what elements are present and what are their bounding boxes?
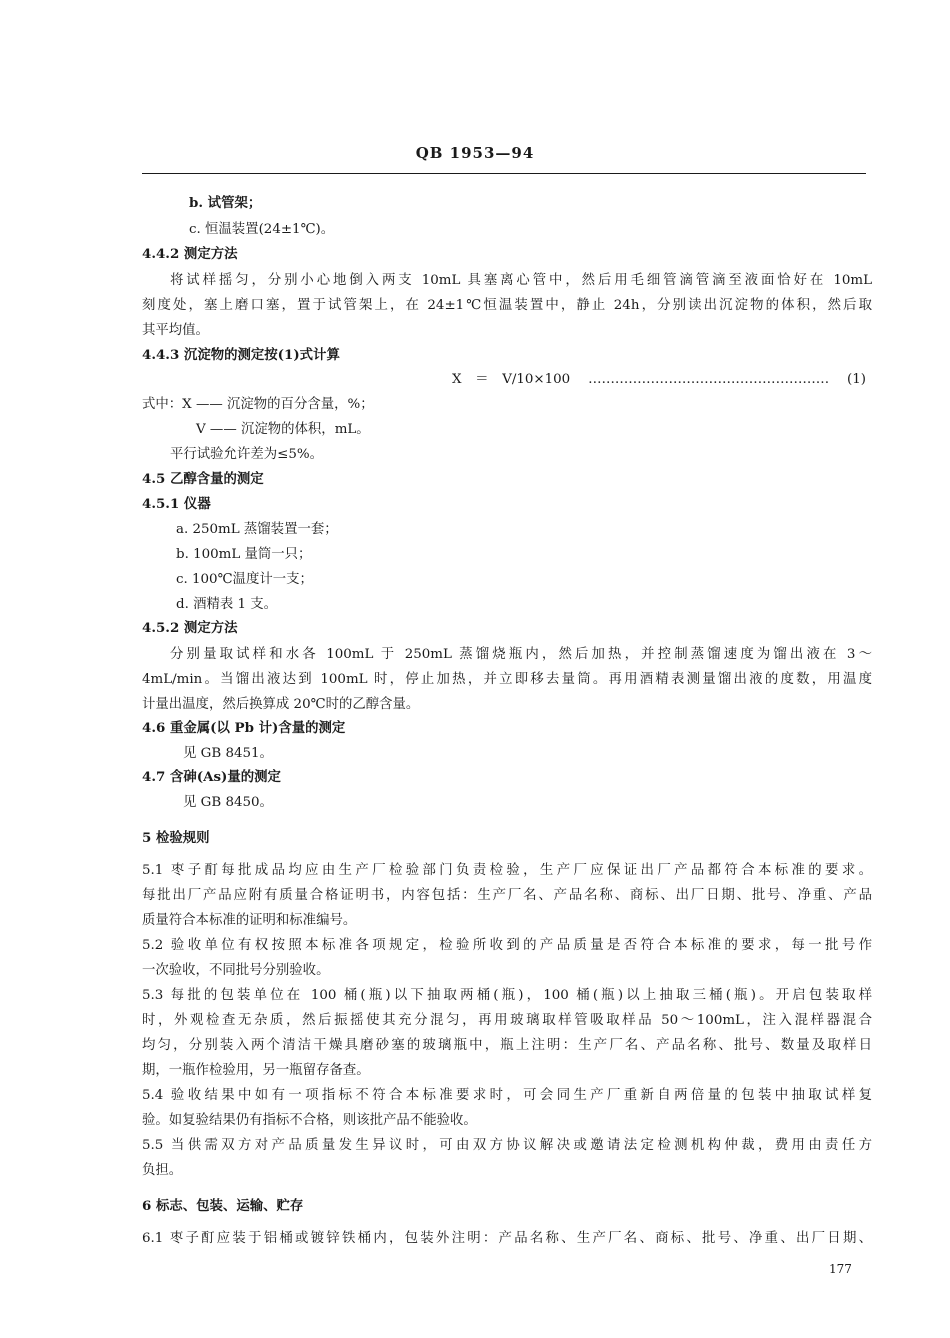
- text-line-l23: 见 GB 8451。: [183, 746, 273, 761]
- text-line-l04: 将试样摇匀，分别小心地倒入两支 10mL 具塞离心管中，然后用毛细管滴管滴至液面恰好在 10mL: [170, 273, 872, 288]
- text-line-l07: 4.4.3 沉淀物的测定按(1)式计算: [142, 347, 340, 363]
- text-line-l05: 刻度处，塞上磨口塞，置于试管架上，在 24±1℃恒温装置中，静止 24h，分别读出沉淀物的体积，然后取: [142, 298, 872, 313]
- text-line-l17: d. 酒精表 1 支。: [176, 597, 278, 612]
- text-line-l16: c. 100℃温度计一支；: [176, 572, 313, 587]
- text-line-l25: 见 GB 8450。: [183, 795, 273, 810]
- text-line-l32: 5.3 每批的包装单位在 100 桶(瓶)以下抽取两桶(瓶)，100 桶(瓶)以上抽取三桶(瓶)。开启包装取样: [142, 988, 872, 1003]
- text-line-l18: 4.5.2 测定方法: [142, 620, 238, 636]
- text-line-l14: a. 250mL 蒸馏装置一套；: [176, 522, 338, 537]
- text-line-l39: 负担。: [142, 1163, 183, 1178]
- text-line-l36: 5.4 验收结果中如有一项指标不符合本标准要求时，可会同生产厂重新自两倍量的包装中抽取试样复: [142, 1088, 872, 1103]
- text-line-l26: 5 检验规则: [142, 830, 210, 846]
- text-line-l13: 4.5.1 仪器: [142, 496, 211, 512]
- text-line-l31: 一次验收，不同批号分别验收。: [142, 963, 330, 978]
- text-line-l27: 5.1 枣子酊每批成品均应由生产厂检验部门负责检验，生产厂应保证出厂产品都符合本标准的要求。: [142, 863, 872, 878]
- text-line-l33: 时，外观检查无杂质，然后振摇使其充分混匀，再用玻璃取样管吸取样品 50～100mL，注入混样器混合: [142, 1013, 872, 1028]
- text-line-l41: 6.1 枣子酊应装于铝桶或镀锌铁桶内，包装外注明：产品名称、生产厂名、商标、批号、净重、出厂日期、: [142, 1231, 872, 1246]
- text-line-l34: 均匀，分别装入两个清洁干燥具磨砂塞的玻璃瓶中，瓶上注明：生产厂名、产品名称、批号、数量及取样日: [142, 1038, 872, 1053]
- text-line-l38: 5.5 当供需双方对产品质量发生异议时，可由双方协议解决或邀请法定检测机构仲裁，费用由责任方: [142, 1138, 872, 1153]
- text-line-l03: 4.4.2 测定方法: [142, 246, 238, 262]
- text-line-l20: 4mL/min。当馏出液达到 100mL 时，停止加热，并立即移去量筒。再用酒精表测量馏出液的度数，用温度: [142, 672, 872, 687]
- text-line-l19: 分别量取试样和水各 100mL 于 250mL 蒸馏烧瓶内，然后加热，并控制蒸馏速度为馏出液在 3～: [170, 647, 872, 662]
- text-line-l10: V —— 沉淀物的体积，mL。: [196, 422, 370, 437]
- document-header: QB 1953—94: [415, 144, 535, 162]
- text-line-l21: 计量出温度，然后换算成 20℃时的乙醇含量。: [142, 697, 420, 712]
- text-line-l08: X＝V/10×100 ……………………………………………… (1): [452, 372, 866, 387]
- text-line-l15: b. 100mL 量筒一只；: [176, 547, 312, 562]
- text-line-l28: 每批出厂产品应附有质量合格证明书，内容包括：生产厂名、产品名称、商标、出厂日期、批号、净重、产品: [142, 888, 872, 903]
- text-line-l37: 验。如复验结果仍有指标不合格，则该批产品不能验收。: [142, 1113, 477, 1128]
- text-line-l35: 期，一瓶作检验用，另一瓶留存备查。: [142, 1063, 370, 1078]
- header-rule: [142, 173, 866, 174]
- text-line-l22: 4.6 重金属(以 Pb 计)含量的测定: [142, 720, 346, 736]
- text-line-l11: 平行试验允许差为≤5%。: [170, 447, 323, 462]
- text-line-l02: c. 恒温装置(24±1℃)。: [189, 222, 335, 237]
- text-line-l12: 4.5 乙醇含量的测定: [142, 471, 264, 487]
- text-line-l01: b. 试管架；: [189, 195, 262, 211]
- text-line-l40: 6 标志、包装、运输、贮存: [142, 1198, 304, 1214]
- page-number: 177: [829, 1262, 852, 1276]
- text-line-l30: 5.2 验收单位有权按照本标准各项规定，检验所收到的产品质量是否符合本标准的要求，每一批号作: [142, 938, 872, 953]
- text-line-l06: 其平均值。: [142, 323, 209, 338]
- text-line-l24: 4.7 含砷(As)量的测定: [142, 769, 281, 785]
- text-line-l09: 式中：X —— 沉淀物的百分含量，%；: [142, 397, 374, 412]
- text-line-l29: 质量符合本标准的证明和标准编号。: [142, 913, 357, 928]
